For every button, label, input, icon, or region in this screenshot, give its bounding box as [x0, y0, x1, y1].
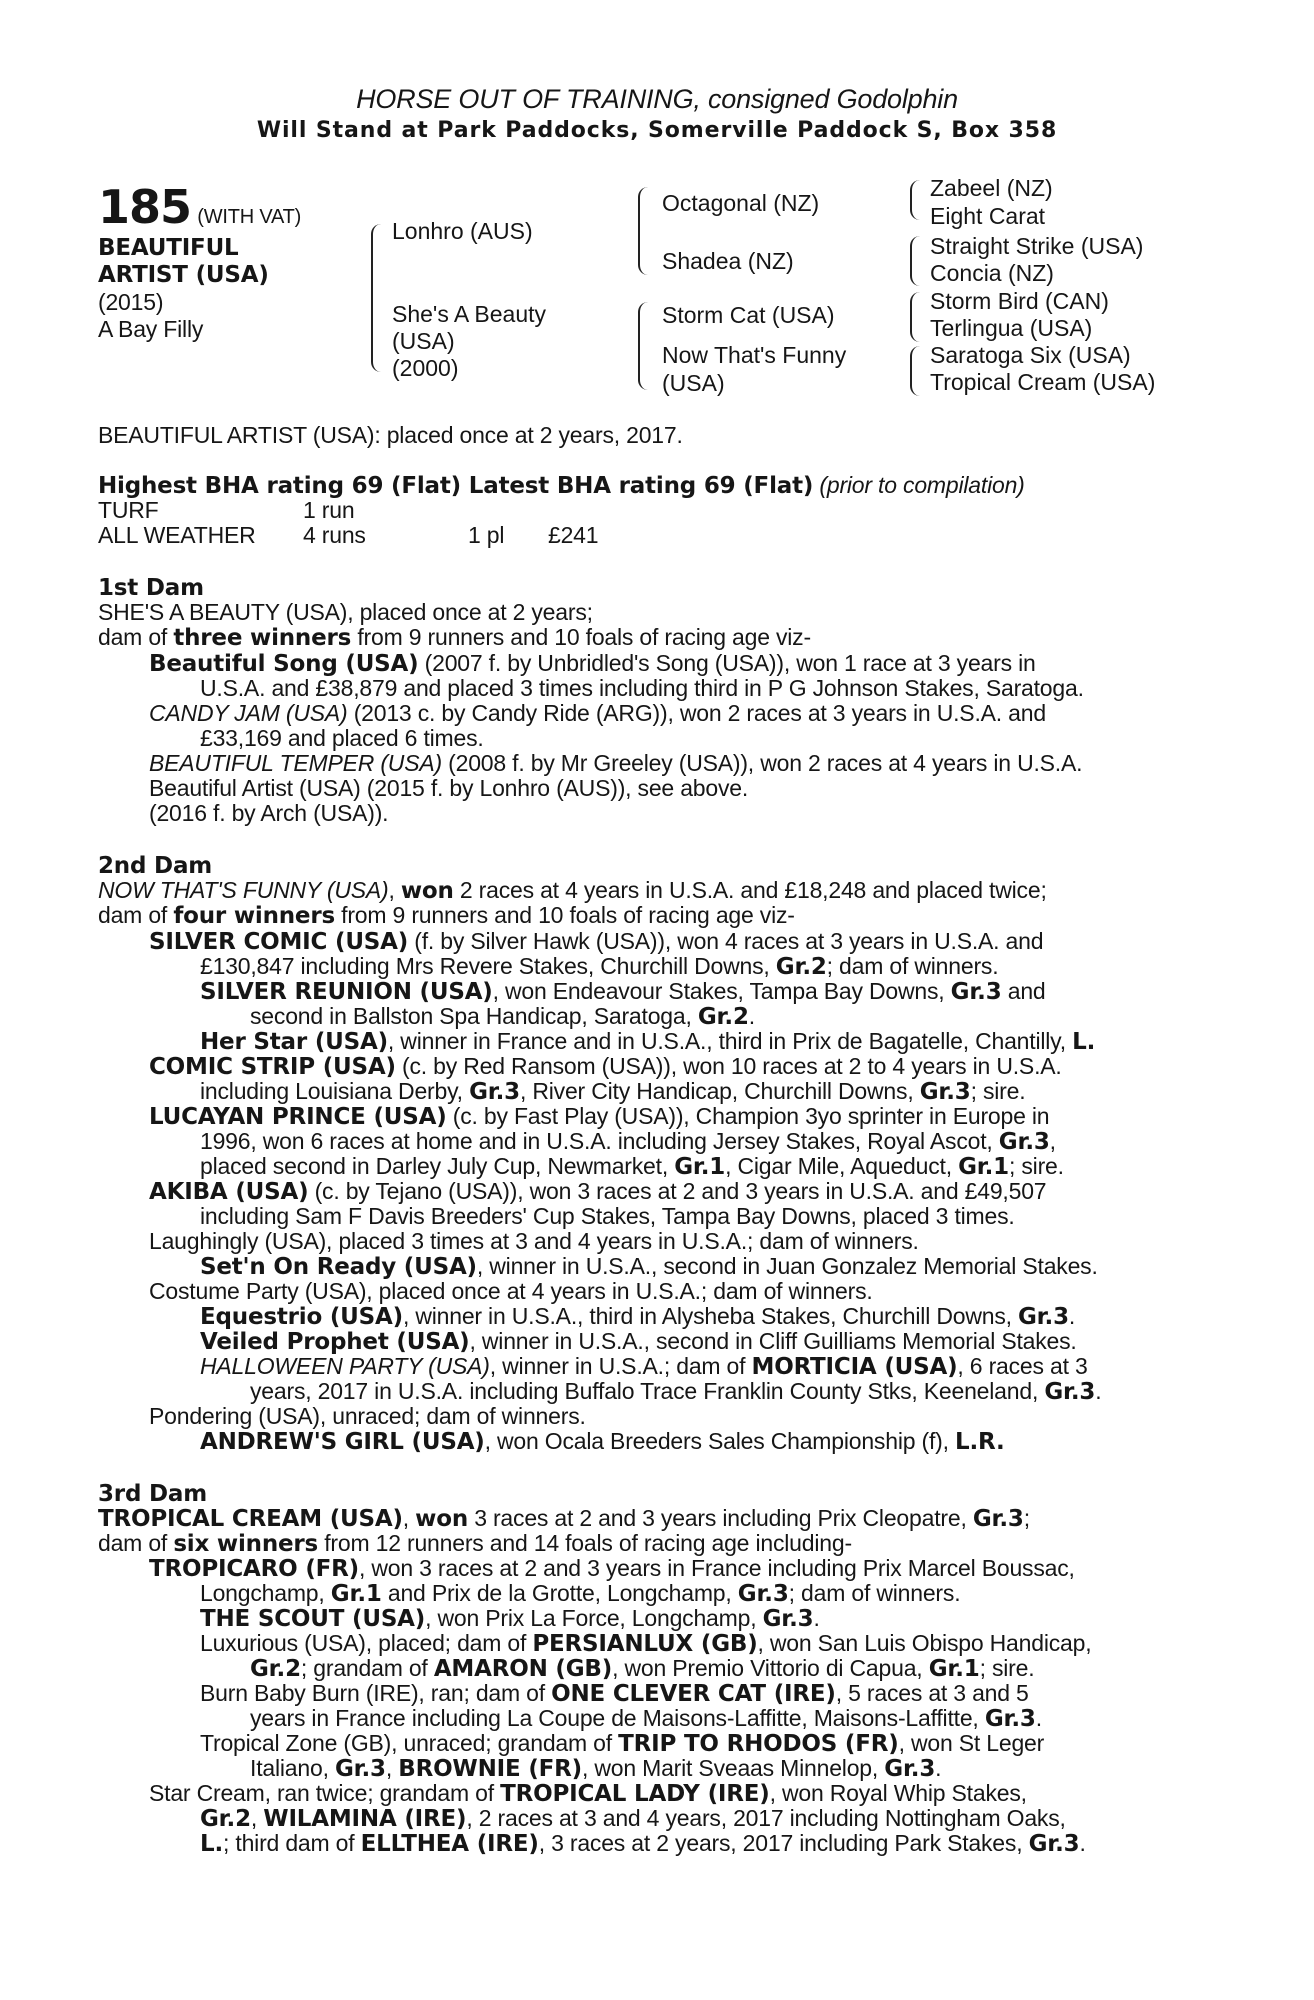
dam2-line: including Louisiana Derby, Gr.3, River City Handicap, Churchill Downs, Gr.3; sire. — [200, 1078, 1026, 1105]
horse-name-line1: BEAUTIFUL — [98, 235, 239, 261]
dam3-line: Gr.2; grandam of AMARON (GB), won Premio Vittorio di Capua, Gr.1; sire. — [250, 1655, 1035, 1682]
dam3-line: years in France including La Coupe de Maisons-Laffitte, Maisons-Laffitte, Gr.3. — [250, 1705, 1042, 1732]
dam3-line: Longchamp, Gr.1 and Prix de la Grotte, Longchamp, Gr.3; dam of winners. — [200, 1580, 961, 1607]
pedigree-sd: Shadea (NZ) — [662, 248, 794, 274]
pedigree-dsd: Terlingua (USA) — [930, 315, 1093, 341]
dam3-line: Star Cream, ran twice; grandam of TROPICAL LADY (IRE), won Royal Whip Stakes, — [149, 1780, 1027, 1807]
dam1-line: U.S.A. and £38,879 and placed 3 times including third in P G Johnson Stakes, Saratoga. — [200, 675, 1084, 701]
dam3-heading: 3rd Dam — [98, 1481, 207, 1507]
dam1-heading: 1st Dam — [98, 575, 204, 601]
pedigree-dd-line1: Now That's Funny — [662, 342, 847, 368]
race-summary: BEAUTIFUL ARTIST (USA): placed once at 2 years, 2017. — [98, 422, 683, 448]
pedigree-dam-line1: She's A Beauty — [392, 301, 547, 327]
pedigree-sdd: Concia (NZ) — [930, 260, 1054, 286]
rating-line: Highest BHA rating 69 (Flat) Latest BHA rating 69 (Flat) (prior to compilation) — [98, 472, 1025, 499]
turf-runs: 1 run — [303, 497, 355, 523]
dam1-line: BEAUTIFUL TEMPER (USA) (2008 f. by Mr Greeley (USA)), won 2 races at 4 years in U.S.A. — [149, 750, 1083, 776]
dam2-line: Equestrio (USA), winner in U.S.A., third in Alysheba Stakes, Churchill Downs, Gr.3. — [200, 1303, 1076, 1330]
horse-name-line2: ARTIST (USA) — [98, 262, 269, 288]
dam1-line: (2016 f. by Arch (USA)). — [149, 800, 389, 826]
dam2-line: SILVER COMIC (USA) (f. by Silver Hawk (USA)), won 4 races at 3 years in U.S.A. and — [149, 928, 1044, 955]
page-title: HORSE OUT OF TRAINING, consigned Godolphin — [356, 84, 958, 114]
dam2-line: Pondering (USA), unraced; dam of winners. — [149, 1403, 586, 1429]
dam2-line: SILVER REUNION (USA), won Endeavour Stakes, Tampa Bay Downs, Gr.3 and — [200, 978, 1046, 1005]
dam3-line: Tropical Zone (GB), unraced; grandam of TRIP TO RHODOS (FR), won St Leger — [200, 1730, 1045, 1757]
dam1-line: CANDY JAM (USA) (2013 c. by Candy Ride (ARG)), won 2 races at 3 years in U.S.A. and — [149, 700, 1046, 726]
dam3-line: TROPICAL CREAM (USA), won 3 races at 2 and 3 years including Prix Cleopatre, Gr.3; — [98, 1505, 1030, 1532]
brace-dd — [910, 346, 922, 396]
dam2-line: years, 2017 in U.S.A. including Buffalo Trace Franklin County Stks, Keeneland, Gr.3. — [250, 1378, 1102, 1405]
pedigree-ds: Storm Cat (USA) — [662, 302, 835, 328]
pedigree-sire: Lonhro (AUS) — [392, 218, 533, 244]
aw-placed: 1 pl — [468, 522, 505, 548]
pedigree-dam-line2: (USA) — [392, 328, 455, 354]
dam2-line: dam of four winners from 9 runners and 10 foals of racing age viz- — [98, 902, 795, 929]
pedigree-ddd: Tropical Cream (USA) — [930, 369, 1156, 395]
dam3-line: TROPICARO (FR), won 3 races at 2 and 3 years in France including Prix Marcel Boussac, — [149, 1555, 1075, 1582]
brace-ds — [910, 292, 922, 342]
dam3-line: Burn Baby Burn (IRE), ran; dam of ONE CLEVER CAT (IRE), 5 races at 3 and 5 — [200, 1680, 1029, 1707]
vat-label: (WITH VAT) — [197, 206, 302, 228]
pedigree-dd-line2: (USA) — [662, 370, 725, 396]
dam1-line: SHE'S A BEAUTY (USA), placed once at 2 years; — [98, 599, 593, 625]
brace-sire-side — [638, 187, 650, 275]
pedigree-dam-line3: (2000) — [392, 355, 459, 381]
brace-dam-side — [638, 302, 650, 390]
brace-sd — [910, 236, 922, 286]
dam3-line: dam of six winners from 12 runners and 14 foals of racing age including- — [98, 1530, 852, 1557]
pedigree-dds: Saratoga Six (USA) — [930, 342, 1131, 368]
aw-prize: £241 — [548, 522, 599, 548]
brace-ss — [910, 180, 922, 220]
pedigree-ss: Octagonal (NZ) — [662, 190, 820, 216]
aw-runs: 4 runs — [303, 522, 366, 548]
page-subtitle: Will Stand at Park Paddocks, Somerville Paddock S, Box 358 — [256, 118, 1058, 143]
pedigree-sds: Straight Strike (USA) — [930, 233, 1144, 259]
dam2-line: AKIBA (USA) (c. by Tejano (USA)), won 3 races at 2 and 3 years in U.S.A. and £49,507 — [149, 1178, 1047, 1205]
dam2-heading: 2nd Dam — [98, 853, 213, 879]
lot-number-line — [98, 180, 302, 240]
pedigree-sss: Zabeel (NZ) — [930, 175, 1053, 201]
lot-number: 185 — [98, 180, 192, 234]
brace-gen1 — [371, 224, 383, 372]
dam3-line: THE SCOUT (USA), won Prix La Force, Longchamp, Gr.3. — [200, 1605, 820, 1632]
dam2-line: HALLOWEEN PARTY (USA), winner in U.S.A.; dam of MORTICIA (USA), 6 races at 3 — [200, 1353, 1088, 1380]
foaling-year: (2015) — [98, 289, 164, 315]
dam2-line: NOW THAT'S FUNNY (USA), won 2 races at 4 years in U.S.A. and £18,248 and placed twice; — [98, 877, 1047, 904]
aw-label: ALL WEATHER — [98, 522, 256, 548]
dam2-line: Veiled Prophet (USA), winner in U.S.A., second in Cliff Guilliams Memorial Stakes. — [200, 1328, 1077, 1355]
dam1-line: Beautiful Artist (USA) (2015 f. by Lonhro (AUS)), see above. — [149, 775, 749, 801]
dam2-line: second in Ballston Spa Handicap, Saratoga, Gr.2. — [250, 1003, 755, 1030]
dam3-line: Gr.2, WILAMINA (IRE), 2 races at 3 and 4 years, 2017 including Nottingham Oaks, — [200, 1805, 1066, 1832]
dam2-line: Set'n On Ready (USA), winner in U.S.A., second in Juan Gonzalez Memorial Stakes. — [200, 1253, 1098, 1280]
dam2-line: 1996, won 6 races at home and in U.S.A. including Jersey Stakes, Royal Ascot, Gr.3, — [200, 1128, 1056, 1155]
dam1-line: £33,169 and placed 6 times. — [200, 725, 484, 751]
pedigree-ssd: Eight Carat — [930, 203, 1046, 229]
pedigree-dss: Storm Bird (CAN) — [930, 288, 1109, 314]
horse-description: A Bay Filly — [98, 316, 204, 342]
turf-label: TURF — [98, 497, 159, 523]
dam2-line: LUCAYAN PRINCE (USA) (c. by Fast Play (USA)), Champion 3yo sprinter in Europe in — [149, 1103, 1050, 1130]
dam2-line: Laughingly (USA), placed 3 times at 3 and 4 years in U.S.A.; dam of winners. — [149, 1228, 919, 1254]
dam2-line: £130,847 including Mrs Revere Stakes, Churchill Downs, Gr.2; dam of winners. — [200, 953, 999, 980]
dam2-line: Her Star (USA), winner in France and in U.S.A., third in Prix de Bagatelle, Chantilly, L. — [200, 1028, 1096, 1055]
dam3-line: L.; third dam of ELLTHEA (IRE), 3 races at 2 years, 2017 including Park Stakes, Gr.3. — [200, 1830, 1086, 1857]
dam3-line: Luxurious (USA), placed; dam of PERSIANLUX (GB), won San Luis Obispo Handicap, — [200, 1630, 1092, 1657]
dam2-line: including Sam F Davis Breeders' Cup Stakes, Tampa Bay Downs, placed 3 times. — [200, 1203, 1015, 1229]
dam2-line: COMIC STRIP (USA) (c. by Red Ransom (USA)), won 10 races at 2 to 4 years in U.S.A. — [149, 1053, 1062, 1080]
dam2-line: placed second in Darley July Cup, Newmarket, Gr.1, Cigar Mile, Aqueduct, Gr.1; sire. — [200, 1153, 1064, 1180]
dam1-line: dam of three winners from 9 runners and 10 foals of racing age viz- — [98, 624, 811, 651]
dam1-line: Beautiful Song (USA) (2007 f. by Unbridled's Song (USA)), won 1 race at 3 years in — [149, 650, 1036, 677]
dam2-line: ANDREW'S GIRL (USA), won Ocala Breeders Sales Championship (f), L.R. — [200, 1428, 1005, 1455]
dam2-line: Costume Party (USA), placed once at 4 years in U.S.A.; dam of winners. — [149, 1278, 873, 1304]
dam3-line: Italiano, Gr.3, BROWNIE (FR), won Marit Sveaas Minnelop, Gr.3. — [250, 1755, 942, 1782]
